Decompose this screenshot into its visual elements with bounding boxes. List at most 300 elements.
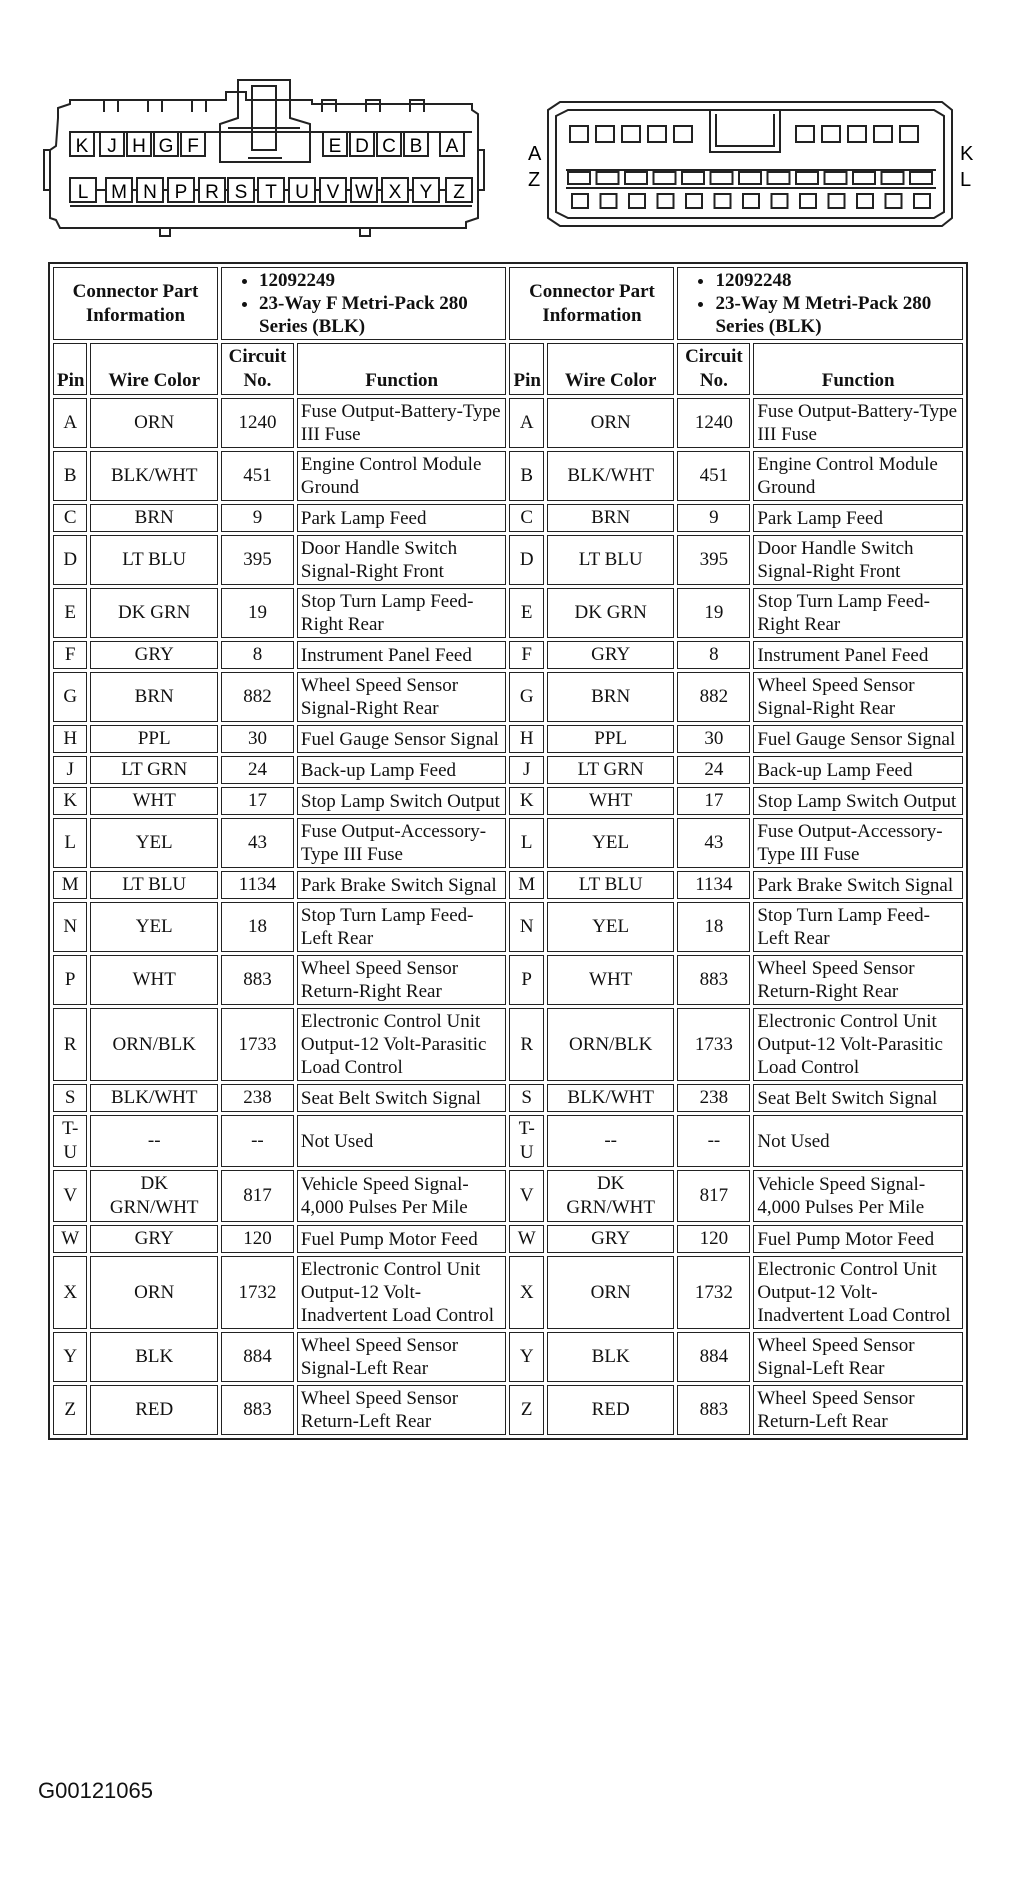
pin-cell: K xyxy=(509,787,543,815)
function-cell: Fuel Gauge Sensor Signal xyxy=(753,725,963,753)
circuit-cell: 19 xyxy=(677,588,750,638)
function-cell: Stop Turn Lamp Feed-Right Rear xyxy=(297,588,507,638)
table-row xyxy=(53,871,963,899)
male-bottom-pin-row xyxy=(572,194,930,208)
male-top-terminal xyxy=(796,126,814,142)
svg-text:V: V xyxy=(326,182,340,203)
male-middle-terminal xyxy=(597,172,619,184)
male-middle-terminal xyxy=(682,172,704,184)
table-row xyxy=(53,1332,963,1382)
svg-text:L: L xyxy=(77,182,89,203)
circuit-cell: 395 xyxy=(677,535,750,585)
pin-cell: R xyxy=(509,1008,543,1081)
function-cell: Back-up Lamp Feed xyxy=(297,756,507,784)
wire-color-cell: WHT xyxy=(90,955,218,1005)
male-middle-terminal xyxy=(739,172,761,184)
male-label-bottom-right: L xyxy=(960,169,972,191)
table-row xyxy=(53,588,963,638)
table-row xyxy=(53,756,963,784)
wire-color-cell: ORN/BLK xyxy=(90,1008,218,1081)
wire-color-cell: GRY xyxy=(547,1225,675,1253)
function-cell: Stop Lamp Switch Output xyxy=(297,787,507,815)
wire-color-cell: LT BLU xyxy=(547,871,675,899)
circuit-cell: 451 xyxy=(677,451,750,501)
male-middle-terminal xyxy=(711,172,733,184)
male-bottom-terminal xyxy=(800,194,816,208)
table-row xyxy=(53,1225,963,1253)
circuit-cell: 9 xyxy=(221,504,294,532)
male-bottom-terminal xyxy=(886,194,902,208)
figure-code: G00121065 xyxy=(38,1778,153,1803)
male-bottom-terminal xyxy=(572,194,588,208)
male-middle-terminal xyxy=(768,172,790,184)
wire-color-cell: BLK xyxy=(90,1332,218,1382)
wire-color-cell: LT GRN xyxy=(90,756,218,784)
wire-color-cell: PPL xyxy=(547,725,675,753)
svg-text:M: M xyxy=(111,182,127,203)
wire-color-cell: GRY xyxy=(547,641,675,669)
part-info-row xyxy=(53,267,963,340)
function-cell: Not Used xyxy=(297,1115,507,1167)
function-cell: Park Lamp Feed xyxy=(297,504,507,532)
function-cell: Wheel Speed Sensor Signal-Right Rear xyxy=(753,672,963,722)
pin-cell: L xyxy=(53,818,87,868)
table-row xyxy=(53,535,963,585)
left-part-info xyxy=(221,267,506,340)
pin-cell: G xyxy=(53,672,87,722)
svg-text:C: C xyxy=(382,136,396,157)
wire-color-cell: RED xyxy=(90,1385,218,1435)
svg-text:X: X xyxy=(388,182,402,203)
pin-cell: X xyxy=(53,1256,87,1329)
connector-pinout-table xyxy=(48,262,968,1440)
pin-cell: B xyxy=(53,451,87,501)
circuit-cell: 120 xyxy=(221,1225,294,1253)
pin-cell: E xyxy=(53,588,87,638)
pin-cell: J xyxy=(53,756,87,784)
pin-cell: F xyxy=(53,641,87,669)
female-pin-j xyxy=(100,132,124,157)
female-pin-l xyxy=(70,178,96,203)
female-pin-u xyxy=(289,178,315,203)
wire-color-cell: BRN xyxy=(90,504,218,532)
wire-color-cell: YEL xyxy=(547,902,675,952)
female-pin-f xyxy=(181,132,205,157)
function-cell: Fuel Gauge Sensor Signal xyxy=(297,725,507,753)
left-part-description: • 23-Way F Metri-Pack 280 Series (BLK) xyxy=(259,292,502,338)
svg-text:W: W xyxy=(355,182,373,203)
circuit-cell: 30 xyxy=(221,725,294,753)
male-middle-terminal xyxy=(882,172,904,184)
svg-text:H: H xyxy=(132,136,146,157)
male-middle-terminal xyxy=(825,172,847,184)
male-top-terminal xyxy=(822,126,840,142)
pin-cell: T-U xyxy=(53,1115,87,1167)
svg-text:S: S xyxy=(234,182,248,203)
female-connector-drawing xyxy=(44,80,484,236)
wire-color-cell: GRY xyxy=(90,1225,218,1253)
pin-cell: A xyxy=(53,398,87,448)
female-pin-g xyxy=(154,132,178,157)
wire-color-cell: BRN xyxy=(547,672,675,722)
circuit-cell: 238 xyxy=(221,1084,294,1112)
svg-text:J: J xyxy=(107,136,117,157)
pin-cell: F xyxy=(509,641,543,669)
svg-text:T: T xyxy=(265,182,277,203)
svg-text:N: N xyxy=(143,182,157,203)
wire-color-cell: YEL xyxy=(547,818,675,868)
wire-color-cell: DK GRN xyxy=(90,588,218,638)
female-pin-t xyxy=(258,178,284,203)
table-row xyxy=(53,504,963,532)
col-pin-right: Pin xyxy=(509,343,543,395)
circuit-cell: -- xyxy=(221,1115,294,1167)
male-label-bottom-left: Z xyxy=(528,169,541,191)
circuit-cell: 43 xyxy=(677,818,750,868)
table-row xyxy=(53,1008,963,1081)
circuit-cell: 1732 xyxy=(221,1256,294,1329)
pin-cell: Z xyxy=(509,1385,543,1435)
table-row xyxy=(53,672,963,722)
pin-cell: C xyxy=(53,504,87,532)
wire-color-cell: WHT xyxy=(547,787,675,815)
male-bottom-terminal xyxy=(772,194,788,208)
circuit-cell: 9 xyxy=(677,504,750,532)
wire-color-cell: LT BLU xyxy=(90,535,218,585)
table-row xyxy=(53,818,963,868)
right-part-description: • 23-Way M Metri-Pack 280 Series (BLK) xyxy=(715,292,959,338)
wire-color-cell: ORN xyxy=(547,398,675,448)
circuit-cell: 882 xyxy=(677,672,750,722)
function-cell: Wheel Speed Sensor Signal-Right Rear xyxy=(297,672,507,722)
wire-color-cell: DK GRN/WHT xyxy=(547,1170,675,1222)
female-pin-e xyxy=(323,132,347,157)
circuit-cell: 883 xyxy=(221,955,294,1005)
female-pin-b xyxy=(404,132,428,157)
wire-color-cell: ORN xyxy=(90,398,218,448)
pin-cell: S xyxy=(509,1084,543,1112)
male-top-terminal xyxy=(874,126,892,142)
circuit-cell: 1134 xyxy=(221,871,294,899)
pin-cell: Y xyxy=(509,1332,543,1382)
female-pin-k xyxy=(70,132,94,157)
female-pin-z xyxy=(446,178,472,203)
male-bottom-terminal xyxy=(829,194,845,208)
circuit-cell: 238 xyxy=(677,1084,750,1112)
circuit-cell: 1240 xyxy=(677,398,750,448)
function-cell: Fuel Pump Motor Feed xyxy=(297,1225,507,1253)
function-cell: Park Brake Switch Signal xyxy=(297,871,507,899)
function-cell: Park Brake Switch Signal xyxy=(753,871,963,899)
male-middle-terminal xyxy=(853,172,875,184)
circuit-cell: 1733 xyxy=(677,1008,750,1081)
pin-cell: J xyxy=(509,756,543,784)
function-cell: Electronic Control Unit Output-12 Volt-Inadvertent Load Control xyxy=(753,1256,963,1329)
wire-color-cell: YEL xyxy=(90,818,218,868)
svg-text:B: B xyxy=(409,136,423,157)
female-pin-m xyxy=(106,178,132,203)
svg-text:D: D xyxy=(355,136,369,157)
female-pin-d xyxy=(350,132,374,157)
circuit-cell: 884 xyxy=(677,1332,750,1382)
pin-cell: W xyxy=(53,1225,87,1253)
female-pin-w xyxy=(351,178,377,203)
pin-cell: T-U xyxy=(509,1115,543,1167)
function-cell: Wheel Speed Sensor Return-Left Rear xyxy=(753,1385,963,1435)
female-pin-s xyxy=(228,178,254,203)
circuit-cell: 17 xyxy=(677,787,750,815)
function-cell: Instrument Panel Feed xyxy=(297,641,507,669)
male-bottom-terminal xyxy=(715,194,731,208)
wire-color-cell: GRY xyxy=(90,641,218,669)
table-row xyxy=(53,902,963,952)
circuit-cell: 17 xyxy=(221,787,294,815)
function-cell: Engine Control Module Ground xyxy=(753,451,963,501)
function-cell: Door Handle Switch Signal-Right Front xyxy=(753,535,963,585)
wire-color-cell: ORN xyxy=(90,1256,218,1329)
circuit-cell: 1733 xyxy=(221,1008,294,1081)
table-row xyxy=(53,398,963,448)
circuit-cell: 883 xyxy=(677,955,750,1005)
pinout-rows xyxy=(53,398,963,1435)
wire-color-cell: DK GRN/WHT xyxy=(90,1170,218,1222)
circuit-cell: 451 xyxy=(221,451,294,501)
svg-text:R: R xyxy=(205,182,219,203)
svg-text:A: A xyxy=(445,136,459,157)
pin-cell: H xyxy=(53,725,87,753)
pin-cell: S xyxy=(53,1084,87,1112)
pin-cell: W xyxy=(509,1225,543,1253)
male-middle-terminal xyxy=(568,172,590,184)
circuit-cell: 882 xyxy=(221,672,294,722)
male-bottom-terminal xyxy=(686,194,702,208)
table-row xyxy=(53,641,963,669)
function-cell: Seat Belt Switch Signal xyxy=(297,1084,507,1112)
wire-color-cell: PPL xyxy=(90,725,218,753)
svg-text:G: G xyxy=(158,136,174,157)
function-cell: Wheel Speed Sensor Signal-Left Rear xyxy=(753,1332,963,1382)
connector-diagram xyxy=(0,0,1013,250)
wire-color-cell: BRN xyxy=(90,672,218,722)
male-top-terminal xyxy=(900,126,918,142)
table-row xyxy=(53,451,963,501)
table-row xyxy=(53,787,963,815)
right-part-info-label: Connector Part Information xyxy=(509,267,674,340)
function-cell: Wheel Speed Sensor Return-Left Rear xyxy=(297,1385,507,1435)
function-cell: Vehicle Speed Signal-4,000 Pulses Per Mile xyxy=(753,1170,963,1222)
function-cell: Fuel Pump Motor Feed xyxy=(753,1225,963,1253)
right-part-number: • 12092248 xyxy=(715,269,959,292)
pin-cell: C xyxy=(509,504,543,532)
circuit-cell: 43 xyxy=(221,818,294,868)
female-pin-a xyxy=(440,132,464,157)
svg-text:Z: Z xyxy=(453,182,465,203)
col-wire-color-left: Wire Color xyxy=(90,343,218,395)
wire-color-cell: LT BLU xyxy=(90,871,218,899)
svg-text:E: E xyxy=(328,136,342,157)
male-top-terminal xyxy=(570,126,588,142)
female-pin-h xyxy=(127,132,151,157)
function-cell: Wheel Speed Sensor Return-Right Rear xyxy=(753,955,963,1005)
circuit-cell: 817 xyxy=(677,1170,750,1222)
wire-color-cell: ORN/BLK xyxy=(547,1008,675,1081)
function-cell: Wheel Speed Sensor Return-Right Rear xyxy=(297,955,507,1005)
wire-color-cell: BLK/WHT xyxy=(90,451,218,501)
wire-color-cell: RED xyxy=(547,1385,675,1435)
pin-cell: Y xyxy=(53,1332,87,1382)
function-cell: Instrument Panel Feed xyxy=(753,641,963,669)
male-middle-terminal xyxy=(796,172,818,184)
wire-color-cell: -- xyxy=(547,1115,675,1167)
svg-text:P: P xyxy=(174,182,188,203)
male-bottom-terminal xyxy=(743,194,759,208)
wire-color-cell: BRN xyxy=(547,504,675,532)
wire-color-cell: WHT xyxy=(90,787,218,815)
pin-cell: D xyxy=(53,535,87,585)
function-cell: Stop Lamp Switch Output xyxy=(753,787,963,815)
male-middle-terminal xyxy=(910,172,932,184)
circuit-cell: 884 xyxy=(221,1332,294,1382)
function-cell: Fuse Output-Battery-Type III Fuse xyxy=(753,398,963,448)
pin-cell: E xyxy=(509,588,543,638)
circuit-cell: 883 xyxy=(677,1385,750,1435)
col-function-left: Function xyxy=(297,343,507,395)
female-pin-x xyxy=(382,178,408,203)
function-cell: Door Handle Switch Signal-Right Front xyxy=(297,535,507,585)
wire-color-cell: BLK/WHT xyxy=(90,1084,218,1112)
pin-cell: L xyxy=(509,818,543,868)
left-part-info-label: Connector Part Information xyxy=(53,267,218,340)
male-label-top-right: K xyxy=(960,143,974,165)
male-bottom-terminal xyxy=(658,194,674,208)
circuit-cell: 1134 xyxy=(677,871,750,899)
function-cell: Vehicle Speed Signal-4,000 Pulses Per Mile xyxy=(297,1170,507,1222)
function-cell: Fuse Output-Battery-Type III Fuse xyxy=(297,398,507,448)
svg-text:K: K xyxy=(75,136,89,157)
pin-cell: M xyxy=(53,871,87,899)
circuit-cell: 18 xyxy=(677,902,750,952)
circuit-cell: 817 xyxy=(221,1170,294,1222)
pin-cell: N xyxy=(53,902,87,952)
circuit-cell: 1240 xyxy=(221,398,294,448)
function-cell: Fuse Output-Accessory-Type III Fuse xyxy=(753,818,963,868)
left-part-number: • 12092249 xyxy=(259,269,502,292)
table-row xyxy=(53,1115,963,1167)
circuit-cell: 8 xyxy=(677,641,750,669)
pin-cell: D xyxy=(509,535,543,585)
wire-color-cell: YEL xyxy=(90,902,218,952)
circuit-cell: 24 xyxy=(677,756,750,784)
wire-color-cell: DK GRN xyxy=(547,588,675,638)
table-row xyxy=(53,1385,963,1435)
pin-cell: A xyxy=(509,398,543,448)
female-pin-p xyxy=(168,178,194,203)
pin-cell: G xyxy=(509,672,543,722)
male-bottom-terminal xyxy=(914,194,930,208)
function-cell: Stop Turn Lamp Feed-Left Rear xyxy=(753,902,963,952)
circuit-cell: -- xyxy=(677,1115,750,1167)
col-circuit-left: Circuit No. xyxy=(221,343,294,395)
male-top-terminal xyxy=(622,126,640,142)
circuit-cell: 19 xyxy=(221,588,294,638)
wire-color-cell: BLK/WHT xyxy=(547,451,675,501)
male-label-top-left: A xyxy=(528,143,542,165)
circuit-cell: 30 xyxy=(677,725,750,753)
circuit-cell: 1732 xyxy=(677,1256,750,1329)
pin-cell: H xyxy=(509,725,543,753)
pin-cell: Z xyxy=(53,1385,87,1435)
col-circuit-right: Circuit No. xyxy=(677,343,750,395)
circuit-cell: 24 xyxy=(221,756,294,784)
male-top-terminal xyxy=(674,126,692,142)
wire-color-cell: LT GRN xyxy=(547,756,675,784)
function-cell: Engine Control Module Ground xyxy=(297,451,507,501)
svg-text:F: F xyxy=(187,136,199,157)
wire-color-cell: -- xyxy=(90,1115,218,1167)
male-middle-terminal xyxy=(654,172,676,184)
male-bottom-terminal xyxy=(601,194,617,208)
function-cell: Seat Belt Switch Signal xyxy=(753,1084,963,1112)
table-row xyxy=(53,1084,963,1112)
female-pin-v xyxy=(320,178,346,203)
function-cell: Electronic Control Unit Output-12 Volt-Parasitic Load Control xyxy=(753,1008,963,1081)
wire-color-cell: ORN xyxy=(547,1256,675,1329)
svg-text:U: U xyxy=(295,182,309,203)
pin-cell: K xyxy=(53,787,87,815)
pin-cell: M xyxy=(509,871,543,899)
function-cell: Wheel Speed Sensor Signal-Left Rear xyxy=(297,1332,507,1382)
male-middle-pin-row xyxy=(568,172,932,184)
right-part-info xyxy=(677,267,963,340)
male-top-terminal xyxy=(848,126,866,142)
pin-cell: N xyxy=(509,902,543,952)
table-row xyxy=(53,725,963,753)
female-pin-y xyxy=(413,178,439,203)
function-cell: Electronic Control Unit Output-12 Volt-Parasitic Load Control xyxy=(297,1008,507,1081)
table-row xyxy=(53,955,963,1005)
table-row xyxy=(53,1256,963,1329)
circuit-cell: 395 xyxy=(221,535,294,585)
function-cell: Back-up Lamp Feed xyxy=(753,756,963,784)
wire-color-cell: WHT xyxy=(547,955,675,1005)
function-cell: Not Used xyxy=(753,1115,963,1167)
circuit-cell: 883 xyxy=(221,1385,294,1435)
wire-color-cell: BLK xyxy=(547,1332,675,1382)
col-pin-left: Pin xyxy=(53,343,87,395)
pin-cell: V xyxy=(509,1170,543,1222)
function-cell: Fuse Output-Accessory-Type III Fuse xyxy=(297,818,507,868)
male-top-terminal xyxy=(648,126,666,142)
circuit-cell: 120 xyxy=(677,1225,750,1253)
female-pin-c xyxy=(377,132,401,157)
function-cell: Stop Turn Lamp Feed-Right Rear xyxy=(753,588,963,638)
function-cell: Park Lamp Feed xyxy=(753,504,963,532)
pin-cell: P xyxy=(509,955,543,1005)
female-pin-r xyxy=(199,178,225,203)
function-cell: Stop Turn Lamp Feed-Left Rear xyxy=(297,902,507,952)
col-wire-color-right: Wire Color xyxy=(547,343,675,395)
pin-cell: V xyxy=(53,1170,87,1222)
circuit-cell: 8 xyxy=(221,641,294,669)
table-row xyxy=(53,1170,963,1222)
wire-color-cell: BLK/WHT xyxy=(547,1084,675,1112)
pin-cell: B xyxy=(509,451,543,501)
female-top-pin-row xyxy=(70,132,464,157)
male-top-pin-row xyxy=(570,126,918,142)
svg-text:Y: Y xyxy=(419,182,433,203)
male-bottom-terminal xyxy=(629,194,645,208)
function-cell: Electronic Control Unit Output-12 Volt-Inadvertent Load Control xyxy=(297,1256,507,1329)
